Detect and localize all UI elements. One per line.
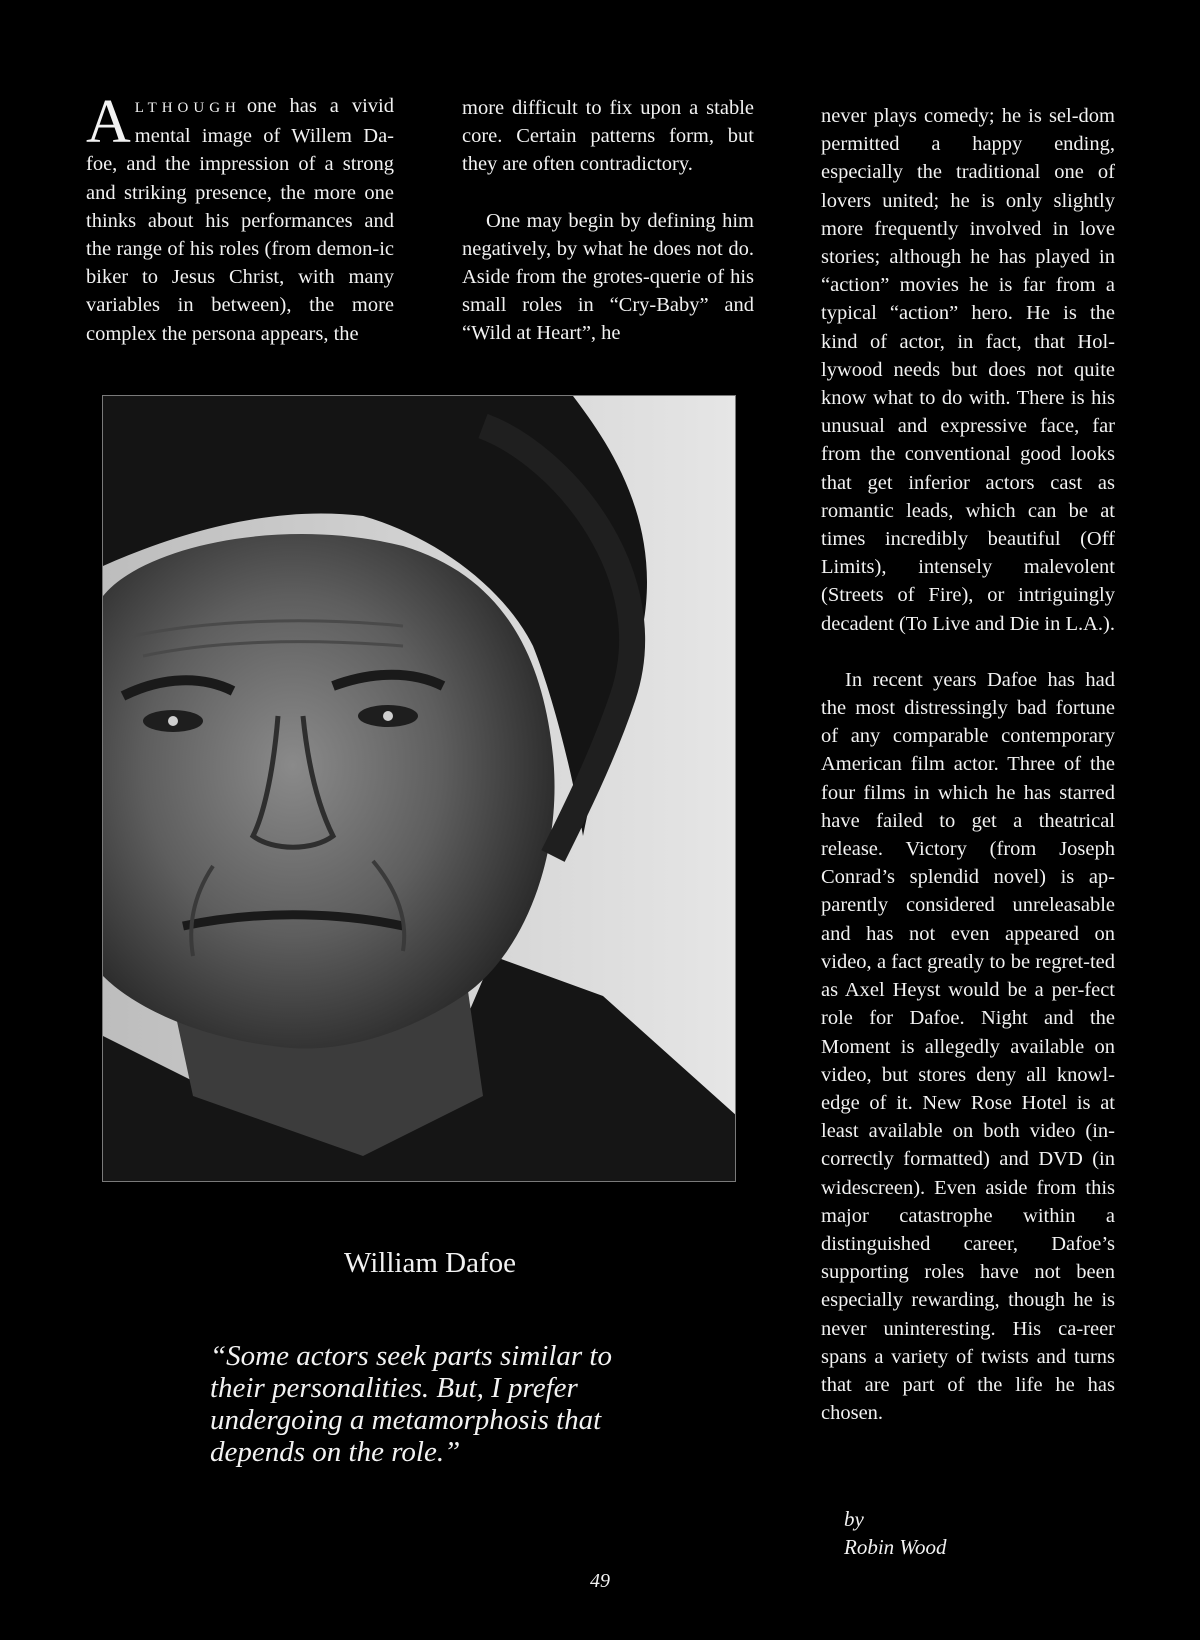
- page-number: 49: [590, 1570, 610, 1592]
- portrait-photo: [102, 395, 736, 1182]
- opening-text: one has a vivid mental image of Willem Da-foe, and the impression of a strong and striking presence, the more one thinks about his performances and the range of his roles (from demon-ic biker to Jesus Christ, with many variables in between), the more complex the persona appears, the: [86, 95, 394, 345]
- article-column-2: [462, 94, 754, 348]
- byline-by: by: [844, 1507, 864, 1531]
- article-paragraph: never plays comedy; he is sel-dom permitted a happy ending, especially the traditional one of lovers united; he is only slightly more frequently involved in love stories; although he has played in “action” movies he is far from a typical “action” hero. He is the kind of actor, in fact, that Hol-lywood needs but does not quite know what to do with. There is his unusual and expressive face, far from the conventional good looks that get inferior actors cast as romantic leads, which can be at times incredibly beautiful (Off Limits), intensely malevolent (Streets of Fire), or intriguingly decadent (To Live and Die in L.A.).: [821, 105, 1115, 635]
- pull-quote: “Some actors seek parts similar to their personalities. But, I prefer undergoing a metamorphosis that depends on the role.”: [210, 1340, 612, 1468]
- article-paragraph: more difficult to fix upon a stable core. Certain patterns form, but they are often contradictory.: [462, 97, 754, 176]
- article-column-3: [821, 102, 1115, 1427]
- lead-smallcaps: LTHOUGH: [134, 100, 241, 116]
- photo-caption: William Dafoe: [344, 1247, 516, 1279]
- article-paragraph: One may begin by defining him negatively, by what he does not do. Aside from the grotes-querie of his small roles in “Cry-Baby” and “Wild at Heart”, he: [462, 209, 754, 345]
- article-paragraph: In recent years Dafoe has had the most distressingly bad fortune of any comparable contemporary American film actor. Three of the four films in which he has starred have failed to get a theatrical release. Victory (from Joseph Conrad’s splendid novel) is ap-parently considered unreleasable and has not even appeared on video, a fact greatly to be regret-ted as Axel Heyst would be a per-fect role for Dafoe. Night and the Moment is allegedly available on video, but stores deny all knowl-edge of it. New Rose Hotel is at least available on both video (in-correctly formatted) and DVD (in widescreen). Even aside from this major catastrophe within a distinguished career, Dafoe’s supporting roles have not been especially rewarding, though he is never uninteresting. His ca-reer spans a variety of twists and turns that are part of the life he has chosen.: [821, 668, 1115, 1425]
- drop-cap: A: [86, 88, 131, 156]
- article-paragraph-opening: [86, 88, 394, 348]
- byline: [844, 1505, 946, 1561]
- portrait-illustration: [103, 396, 736, 1182]
- article-column-1: [86, 88, 394, 348]
- byline-author: Robin Wood: [844, 1535, 947, 1559]
